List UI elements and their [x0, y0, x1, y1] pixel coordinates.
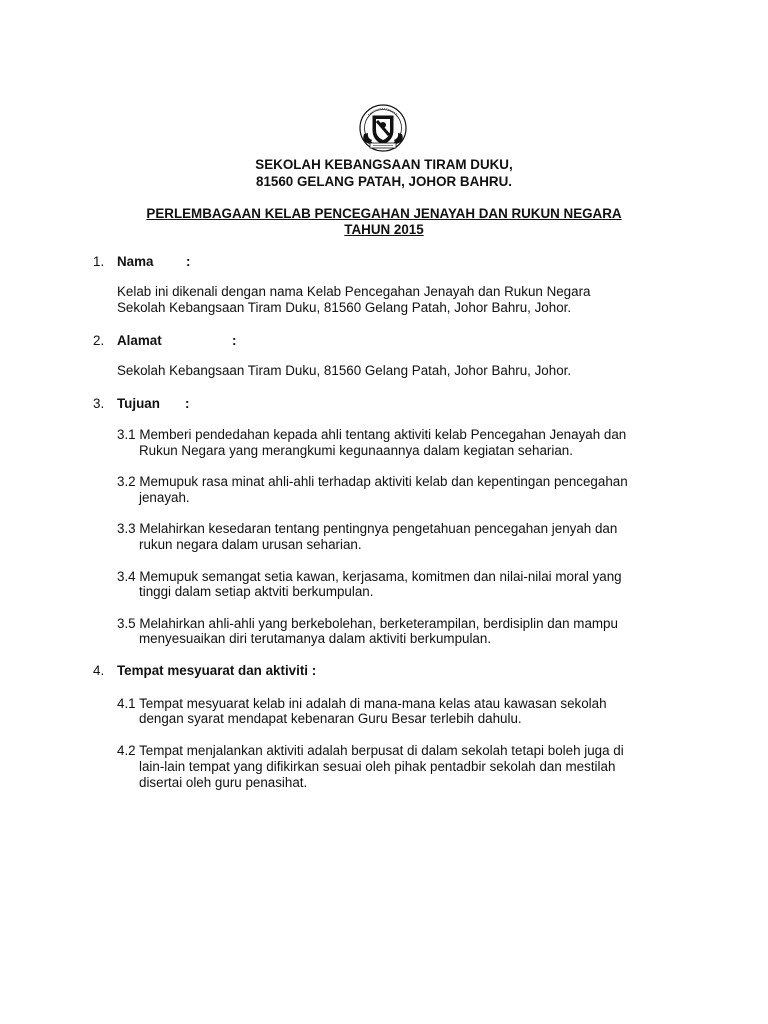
list-item-line: Rukun Negara yang merangkumi kegunaannya dalam kegiatan seharian.: [139, 443, 573, 458]
list-item-line: 4.1 Tempat mesyuarat kelab ini adalah di mana-mana kelas atau kawasan sekolah: [117, 696, 607, 711]
school-crest-logo: [358, 103, 408, 153]
school-name: SEKOLAH KEBANGSAAN TIRAM DUKU,: [255, 157, 513, 172]
school-address: 81560 GELANG PATAH, JOHOR BAHRU.: [256, 174, 512, 189]
section-number: 4.: [93, 663, 105, 678]
section-heading-alamat: Alamat: [117, 333, 162, 348]
list-item-line: rukun negara dalam urusan seharian.: [139, 537, 362, 552]
section-heading-tujuan: Tujuan: [117, 396, 160, 411]
document-title-line1: PERLEMBAGAAN KELAB PENCEGAHAN JENAYAH DAN RUKUN NEGARA: [146, 206, 622, 221]
paragraph-line: Sekolah Kebangsaan Tiram Duku, 81560 Gelang Patah, Johor Bahru, Johor.: [117, 363, 572, 378]
list-item-line: 3.1 Memberi pendedahan kepada ahli tentang aktiviti kelab Pencegahan Jenayah dan: [117, 427, 627, 442]
list-item-line: tinggi dalam setiap aktviti berkumpulan.: [139, 584, 374, 599]
section-number: 2.: [93, 333, 105, 348]
list-item-line: lain-lain tempat yang difikirkan sesuai oleh pihak pentadbir sekolah dan mestilah: [139, 759, 616, 774]
section-colon: :: [185, 396, 190, 411]
list-item-line: jenayah.: [139, 490, 190, 505]
document-title-line2: TAHUN 2015: [344, 222, 424, 237]
paragraph-line: Kelab ini dikenali dengan nama Kelab Pencegahan Jenayah dan Rukun Negara: [117, 284, 591, 299]
list-item-line: 4.2 Tempat menjalankan aktiviti adalah berpusat di dalam sekolah tetapi boleh juga di: [117, 743, 624, 758]
list-item-line: 3.2 Memupuk rasa minat ahli-ahli terhadap aktiviti kelab dan kepentingan pencegahan: [117, 474, 628, 489]
paragraph-line: Sekolah Kebangsaan Tiram Duku, 81560 Gelang Patah, Johor Bahru, Johor.: [117, 300, 572, 315]
section-colon: :: [232, 333, 237, 348]
section-number: 1.: [93, 254, 105, 269]
section-colon: :: [186, 254, 191, 269]
list-item-line: 3.5 Melahirkan ahli-ahli yang berkebolehan, berketerampilan, berdisiplin dan mampu: [117, 616, 618, 631]
list-item-line: 3.3 Melahirkan kesedaran tentang pentingnya pengetahuan pencegahan jenyah dan: [117, 521, 618, 536]
list-item-line: menyesuaikan diri terutamanya dalam aktiviti berkumpulan.: [139, 631, 492, 646]
list-item-line: disertai oleh guru penasihat.: [139, 775, 308, 790]
section-number: 3.: [93, 396, 105, 411]
list-item-line: dengan syarat mendapat kebenaran Guru Besar terlebih dahulu.: [139, 711, 522, 726]
section-heading-tempat: Tempat mesyuarat dan aktiviti :: [117, 663, 317, 678]
section-heading-nama: Nama: [117, 254, 154, 269]
list-item-line: 3.4 Memupuk semangat setia kawan, kerjasama, komitmen dan nilai-nilai moral yang: [117, 569, 622, 584]
